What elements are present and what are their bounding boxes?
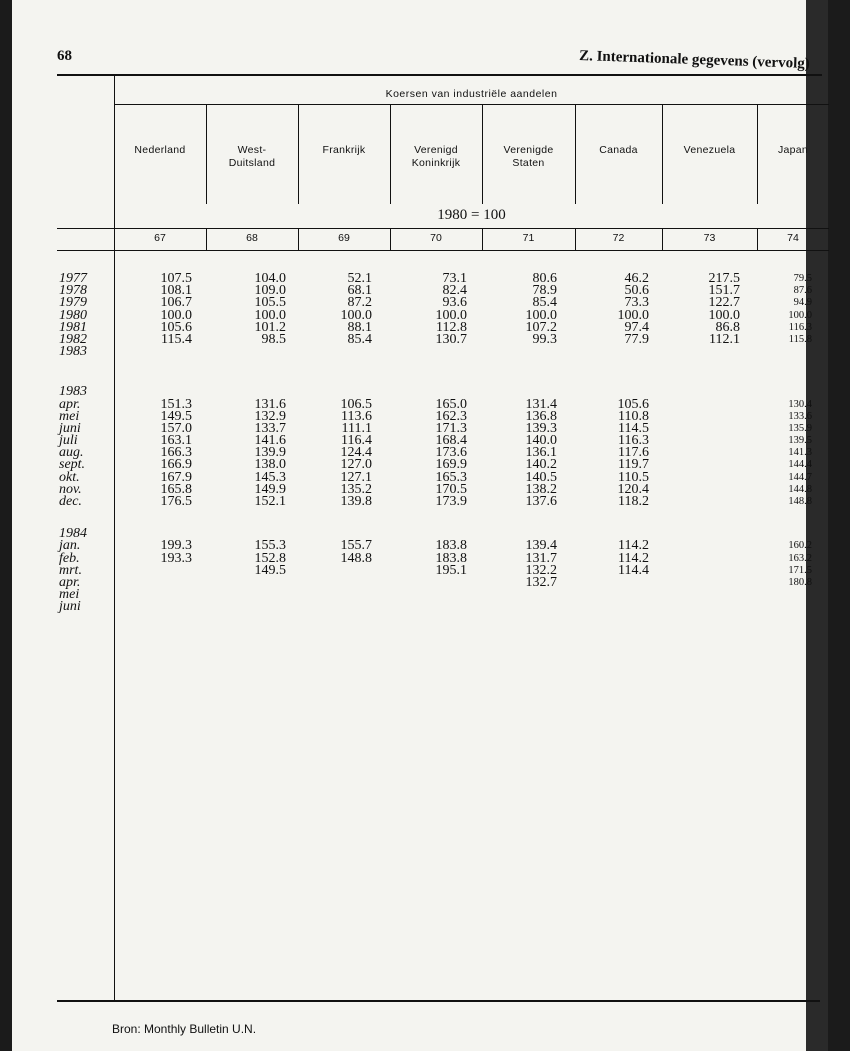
table-cell: 136.8 [525, 408, 557, 424]
table-cell [742, 528, 812, 540]
number-column-divider [482, 228, 483, 250]
header-column-divider [206, 104, 207, 204]
table-cell: 132.9 [254, 408, 286, 424]
column-header-text: Verenigd [414, 144, 458, 156]
spacer [742, 508, 812, 528]
table-cell: 114.5 [618, 420, 649, 436]
table-cell [670, 496, 740, 508]
table-cell: 133.6 [788, 410, 812, 422]
table-cell: 160.2 [788, 540, 812, 552]
table-cell: 107.2 [525, 319, 557, 335]
table-cell: 176.5 [160, 494, 192, 509]
table-cell: 100.0 [160, 307, 192, 323]
table-cell: 130.7 [435, 331, 467, 347]
column-header [390, 144, 482, 170]
table-cell: 78.9 [532, 283, 557, 299]
table-cell [742, 386, 812, 398]
table-cell: 163.2 [788, 552, 812, 564]
table-cell: 112.1 [709, 331, 740, 347]
table-cell: 139.3 [525, 420, 557, 436]
number-column-divider [662, 228, 663, 250]
spacer [59, 358, 87, 386]
table-cell: 139.4 [525, 538, 557, 554]
table-cell: 155.3 [254, 538, 286, 554]
table-cell: 117.6 [618, 445, 649, 461]
row-label: mei [59, 587, 80, 603]
table-cell: 162.3 [435, 408, 467, 424]
number-column-divider [298, 228, 299, 250]
table-cell: 85.4 [532, 295, 557, 311]
row-label: 1983 [59, 344, 87, 360]
column-header [114, 144, 206, 157]
table-cell: 118.2 [618, 494, 649, 509]
row-label: mei [59, 408, 80, 424]
table-cell: 163.1 [160, 433, 192, 449]
table-cell [670, 411, 740, 423]
table-cell: 87.2 [347, 295, 372, 311]
table-cell: 131.4 [525, 396, 557, 412]
table-cell: 139.8 [340, 494, 372, 509]
table-cell: 151.7 [708, 283, 740, 299]
table-cell: 86.8 [715, 319, 740, 335]
spacer [397, 508, 467, 528]
table-cell: 166.9 [160, 457, 192, 473]
table-cell: 131.7 [525, 550, 557, 566]
top-rule [57, 74, 822, 76]
table-cell: 94.9 [793, 297, 812, 309]
column-header [298, 144, 390, 157]
table-cell: 124.4 [340, 445, 372, 461]
table-cell: 135.9 [788, 422, 812, 434]
data-column [487, 273, 557, 614]
table-cell: 173.9 [435, 494, 467, 509]
data-column [122, 273, 192, 614]
table-cell: 139.9 [254, 445, 286, 461]
spacer [487, 358, 557, 386]
row-label: 1981 [59, 319, 87, 335]
column-header-text: Venezuela [683, 144, 736, 156]
table-cell: 144.7 [788, 471, 812, 483]
row-label: sept. [59, 457, 86, 473]
year-label-1983: 1983 [59, 384, 87, 400]
table-cell: 100.0 [788, 309, 812, 321]
table-cell [670, 399, 740, 411]
table-cell: 132.7 [525, 574, 557, 590]
table-cell: 137.6 [525, 494, 557, 509]
column-number: 74 [787, 232, 799, 244]
table-cell [670, 601, 740, 613]
table-cell: 133.7 [254, 420, 286, 436]
table-cell [670, 435, 740, 447]
column-header-text: Verenigde [503, 144, 554, 156]
column-number: 73 [703, 232, 716, 244]
table-cell: 165.8 [160, 481, 192, 497]
spacer [487, 508, 557, 528]
number-column-divider [390, 228, 391, 250]
column-number: 67 [154, 232, 166, 244]
column-number: 71 [522, 232, 535, 244]
column-header-text: Canada [599, 144, 638, 156]
table-cell: 100.0 [617, 307, 649, 323]
spacer [397, 358, 467, 386]
table-cell [122, 589, 192, 601]
table-cell: 149.9 [254, 481, 286, 497]
spacer [122, 508, 192, 528]
table-cell: 109.0 [254, 283, 286, 299]
column-number: 68 [246, 232, 258, 244]
header-column-divider [298, 104, 299, 204]
table-cell: 104.0 [254, 271, 286, 286]
group-header: Koersen van industriële aandelen [385, 88, 558, 100]
table-cell: 120.4 [617, 481, 649, 497]
table-cell [670, 553, 740, 565]
data-column [397, 273, 467, 614]
header-column-divider [662, 104, 663, 204]
column-header [575, 144, 662, 157]
table-cell: 132.2 [525, 562, 557, 578]
table-cell: 107.5 [160, 271, 192, 286]
row-label: okt. [59, 469, 80, 485]
table-cell: 217.5 [708, 271, 740, 286]
row-label: mrt. [59, 562, 82, 578]
table-cell: 167.9 [160, 469, 192, 485]
table-cell: 140.5 [525, 469, 557, 485]
table-cell: 127.0 [340, 457, 372, 473]
table-cell: 165.3 [435, 469, 467, 485]
table-cell: 138.2 [525, 481, 557, 497]
spacer [302, 508, 372, 528]
column-header [206, 144, 298, 170]
table-cell: 114.2 [618, 550, 649, 566]
table-cell: 110.5 [618, 469, 649, 485]
table-cell: 115.4 [161, 331, 192, 347]
table-cell [487, 601, 557, 613]
table-cell: 199.3 [160, 538, 192, 554]
table-cell [216, 589, 286, 601]
table-cell [122, 577, 192, 589]
table-cell [579, 601, 649, 613]
header-column-divider [390, 104, 391, 204]
table-cell [670, 484, 740, 496]
row-label: 1977 [59, 271, 87, 286]
spacer [216, 508, 286, 528]
table-cell: 136.1 [525, 445, 557, 461]
column-header [757, 144, 829, 157]
table-cell [670, 423, 740, 435]
table-cell [670, 589, 740, 601]
table-cell [302, 589, 372, 601]
table-cell: 100.0 [708, 307, 740, 323]
row-label: dec. [59, 494, 82, 509]
chapter-title: Z. Internationale gegevens (vervolg) [579, 47, 811, 73]
table-cell: 88.1 [347, 319, 372, 335]
table-cell [742, 601, 812, 613]
table-cell: 100.0 [435, 307, 467, 323]
table-cell: 101.2 [254, 319, 286, 335]
data-column [670, 273, 740, 614]
table-cell: 166.3 [160, 445, 192, 461]
table-cell: 100.0 [340, 307, 372, 323]
table-cell: 183.8 [435, 550, 467, 566]
table-cell [302, 601, 372, 613]
spacer [670, 358, 740, 386]
table-cell: 110.8 [618, 408, 649, 424]
column-header [662, 144, 757, 157]
row-label: 1979 [59, 295, 87, 311]
table-cell: 140.2 [525, 457, 557, 473]
table-cell [670, 472, 740, 484]
row-labels [59, 273, 87, 614]
table-cell [670, 577, 740, 589]
table-cell: 165.0 [435, 396, 467, 412]
data-column [742, 273, 812, 614]
spacer [670, 508, 740, 528]
table-cell: 52.1 [347, 271, 372, 286]
table-cell [579, 589, 649, 601]
table-cell [397, 601, 467, 613]
table-cell [742, 346, 812, 358]
header-column-divider [482, 104, 483, 204]
table-cell: 100.0 [525, 307, 557, 323]
table-cell: 157.0 [160, 420, 192, 436]
table-cell: 119.7 [618, 457, 649, 473]
row-label: 1978 [59, 283, 87, 299]
table-cell: 171.5 [788, 564, 812, 576]
table-cell [579, 346, 649, 358]
annual-labels [59, 273, 87, 358]
table-cell: 140.0 [525, 433, 557, 449]
body-start-rule [57, 250, 829, 251]
table-cell: 106.5 [340, 396, 372, 412]
spacer [742, 358, 812, 386]
number-column-divider [206, 228, 207, 250]
table-cell: 148.8 [340, 550, 372, 566]
table-cell: 171.3 [435, 420, 467, 436]
column-header-text: Japan [777, 144, 809, 156]
table-cell [302, 577, 372, 589]
column-header-text: Staten [512, 157, 545, 169]
table-cell: 155.7 [340, 538, 372, 554]
number-column-divider [575, 228, 576, 250]
table-cell: 130.4 [788, 398, 812, 410]
table-cell: 180.8 [788, 576, 812, 588]
spacer [302, 358, 372, 386]
table-cell: 135.2 [340, 481, 372, 497]
table-cell: 127.1 [340, 469, 372, 485]
table-cell: 87.6 [793, 285, 812, 297]
row-label: nov. [59, 481, 82, 497]
column-number: 72 [612, 232, 625, 244]
month-labels-1984 [59, 540, 87, 613]
spacer [122, 358, 192, 386]
table-cell: 144.4 [788, 459, 812, 471]
header-column-divider [757, 104, 758, 204]
table-cell: 116.3 [788, 321, 812, 333]
number-column-divider [757, 228, 758, 250]
table-cell [122, 346, 192, 358]
column-header-text: Nederland [134, 144, 186, 156]
table-cell: 139.5 [788, 435, 812, 447]
table-cell [122, 565, 192, 577]
column-header [482, 144, 575, 170]
table-cell: 152.1 [254, 494, 286, 509]
table-cell [670, 565, 740, 577]
table-cell: 105.6 [617, 396, 649, 412]
column-header-text: West- [237, 144, 267, 156]
table-cell [487, 346, 557, 358]
table-cell [397, 346, 467, 358]
table-cell [670, 540, 740, 552]
table-cell: 114.2 [618, 538, 649, 554]
page-number: 68 [57, 48, 72, 64]
row-label: jan. [59, 538, 81, 554]
column-number: 69 [338, 232, 350, 244]
table-cell: 141.6 [254, 433, 286, 449]
table-cell: 100.0 [254, 307, 286, 323]
table-cell: 151.3 [160, 396, 192, 412]
table-cell: 99.3 [532, 331, 557, 347]
table-cell: 148.8 [788, 496, 812, 507]
table-cell: 105.5 [254, 295, 286, 311]
row-label: feb. [59, 550, 80, 566]
data-column [216, 273, 286, 614]
source-note: Bron: Monthly Bulletin U.N. [112, 1022, 257, 1036]
table-cell: 115.8 [788, 333, 812, 345]
table-cell: 193.3 [160, 550, 192, 566]
table-cell: 112.8 [436, 319, 467, 335]
table-cell: 183.8 [435, 538, 467, 554]
table-cell: 149.5 [254, 562, 286, 578]
column-header-text: Frankrijk [322, 144, 366, 156]
table-cell: 108.1 [160, 283, 192, 299]
table-cell [579, 577, 649, 589]
header-column-divider [575, 104, 576, 204]
table-cell [487, 589, 557, 601]
table-cell [216, 601, 286, 613]
table-cell: 50.6 [624, 283, 649, 299]
column-number: 70 [430, 232, 442, 244]
table-cell: 82.4 [442, 283, 467, 299]
table-cell [397, 589, 467, 601]
table-cell [670, 459, 740, 471]
table-cell: 168.4 [435, 433, 467, 449]
table-cell: 98.5 [261, 331, 286, 347]
month-labels-1983 [59, 396, 87, 509]
table-cell: 131.6 [254, 396, 286, 412]
table-cell: 122.7 [708, 295, 740, 311]
column-header-text: Koninkrijk [411, 157, 461, 169]
spacer [216, 358, 286, 386]
table-cell: 195.1 [435, 562, 467, 578]
row-label: apr. [59, 396, 81, 412]
table-cell: 111.1 [341, 420, 372, 436]
table-cell [302, 565, 372, 577]
table-cell: 106.7 [160, 295, 192, 311]
table-cell: 169.9 [435, 457, 467, 473]
table-cell [670, 528, 740, 540]
spacer [579, 358, 649, 386]
table-cell [122, 601, 192, 613]
page [12, 0, 828, 1051]
table-cell [216, 346, 286, 358]
table-cell [742, 589, 812, 601]
table-cell: 113.6 [341, 408, 372, 424]
row-label: apr. [59, 574, 81, 590]
table-cell: 114.4 [618, 562, 649, 578]
table-cell: 73.1 [442, 271, 467, 286]
column-header-text: Duitsland [228, 157, 276, 169]
table-cell: 85.4 [347, 331, 372, 347]
table-cell: 116.3 [618, 433, 649, 449]
table-cell: 170.5 [435, 481, 467, 497]
table-cell: 116.4 [341, 433, 372, 449]
header-divider [114, 104, 829, 105]
table-cell: 97.4 [624, 319, 649, 335]
table-cell: 141.3 [788, 447, 812, 459]
table-cell: 105.6 [160, 319, 192, 335]
table-cell: 93.6 [442, 295, 467, 311]
table-cell: 173.6 [435, 445, 467, 461]
data-column [302, 273, 372, 614]
table-cell [397, 577, 467, 589]
row-label: 1980 [59, 307, 87, 323]
table-cell: 80.6 [532, 271, 557, 286]
row-label: juli [59, 433, 78, 449]
table-cell [670, 346, 740, 358]
table-cell: 152.8 [254, 550, 286, 566]
table-cell [216, 577, 286, 589]
table-cell: 145.3 [254, 469, 286, 485]
table-cell [670, 386, 740, 398]
bottom-rule [57, 1000, 820, 1002]
row-label: juni [59, 599, 81, 615]
data-column [579, 273, 649, 614]
year-label-1984: 1984 [59, 526, 87, 542]
spacer [579, 508, 649, 528]
table-cell: 79.5 [793, 273, 812, 284]
table-cell: 68.1 [347, 283, 372, 299]
row-label: 1982 [59, 331, 87, 347]
table-cell: 144.8 [788, 483, 812, 495]
table-cell: 73.3 [624, 295, 649, 311]
table-cell [302, 346, 372, 358]
table-cell: 149.5 [160, 408, 192, 424]
row-label: juni [59, 420, 81, 436]
row-label: aug. [59, 445, 84, 461]
table-cell [670, 447, 740, 459]
table-cell: 77.9 [624, 331, 649, 347]
column-number-rule [57, 228, 829, 229]
table-cell: 138.0 [254, 457, 286, 473]
index-base-label: 1980 = 100 [437, 207, 506, 223]
table-cell: 46.2 [624, 271, 649, 286]
spacer [59, 508, 87, 528]
